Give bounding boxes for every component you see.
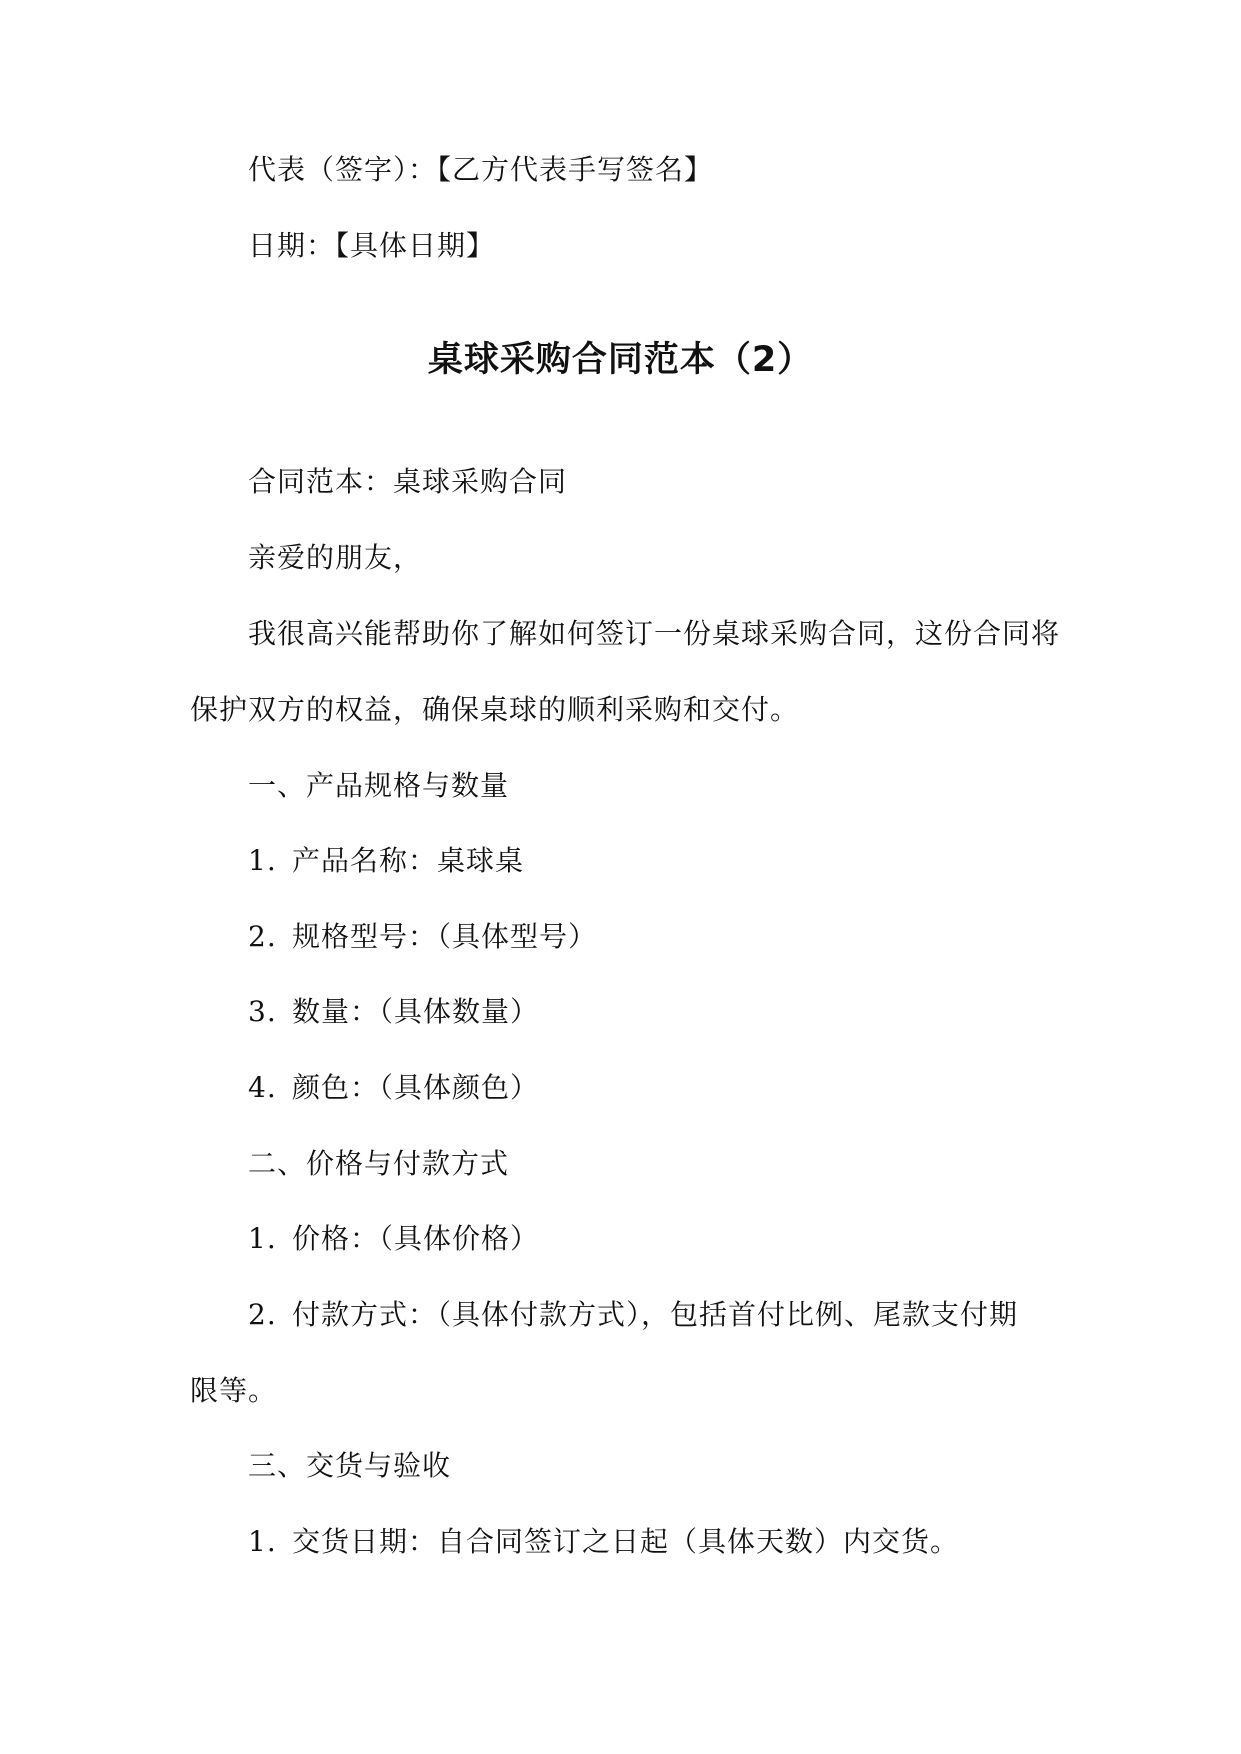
list-item-number: 3. [248, 995, 277, 1028]
list-item [248, 841, 524, 881]
intro-paragraph-line-1: 我很高兴能帮助你了解如何签订一份桌球采购合同，这份合同将 [248, 617, 1061, 650]
list-item-text: 颜色：（具体颜色） [292, 1071, 540, 1104]
list-item-continuation: 限等。 [190, 1374, 278, 1407]
list-item-number: 1. [248, 844, 277, 877]
intro-paragraph-line-2: 保护双方的权益，确保桌球的顺利采购和交付。 [190, 693, 800, 726]
greeting: 亲爱的朋友， [248, 541, 423, 574]
list-item-text: 交货日期：自合同签订之日起（具体天数）内交货。 [292, 1525, 960, 1558]
list-item [248, 1522, 959, 1562]
list-item-text: 付款方式：（具体付款方式），包括首付比例、尾款支付期 [292, 1298, 1019, 1331]
list-item [248, 992, 539, 1032]
list-item [248, 1219, 539, 1259]
contract-heading-line: 合同范本：桌球采购合同 [248, 465, 568, 498]
list-item [248, 1295, 1018, 1335]
list-item-text: 数量：（具体数量） [292, 995, 540, 1028]
list-item-text: 规格型号：（具体型号） [292, 920, 598, 953]
signature-representative: 代表（签字）：【乙方代表手写签名】 [248, 153, 714, 186]
list-item [248, 917, 597, 957]
signature-date: 日期：【具体日期】 [248, 229, 496, 262]
document-title: 桌球采购合同范本（2） [427, 340, 814, 380]
section-title-3: 三、交货与验收 [248, 1449, 452, 1482]
list-item-number: 2. [248, 920, 277, 953]
list-item-number: 1. [248, 1222, 277, 1255]
list-item-text: 价格：（具体价格） [292, 1222, 540, 1255]
list-item-number: 1. [248, 1525, 277, 1558]
list-item-number: 4. [248, 1071, 277, 1104]
list-item-text: 产品名称：桌球桌 [292, 844, 525, 877]
section-title-1: 一、产品规格与数量 [248, 769, 510, 802]
section-title-2: 二、价格与付款方式 [248, 1147, 510, 1180]
list-item [248, 1068, 539, 1108]
list-item-number: 2. [248, 1298, 277, 1331]
